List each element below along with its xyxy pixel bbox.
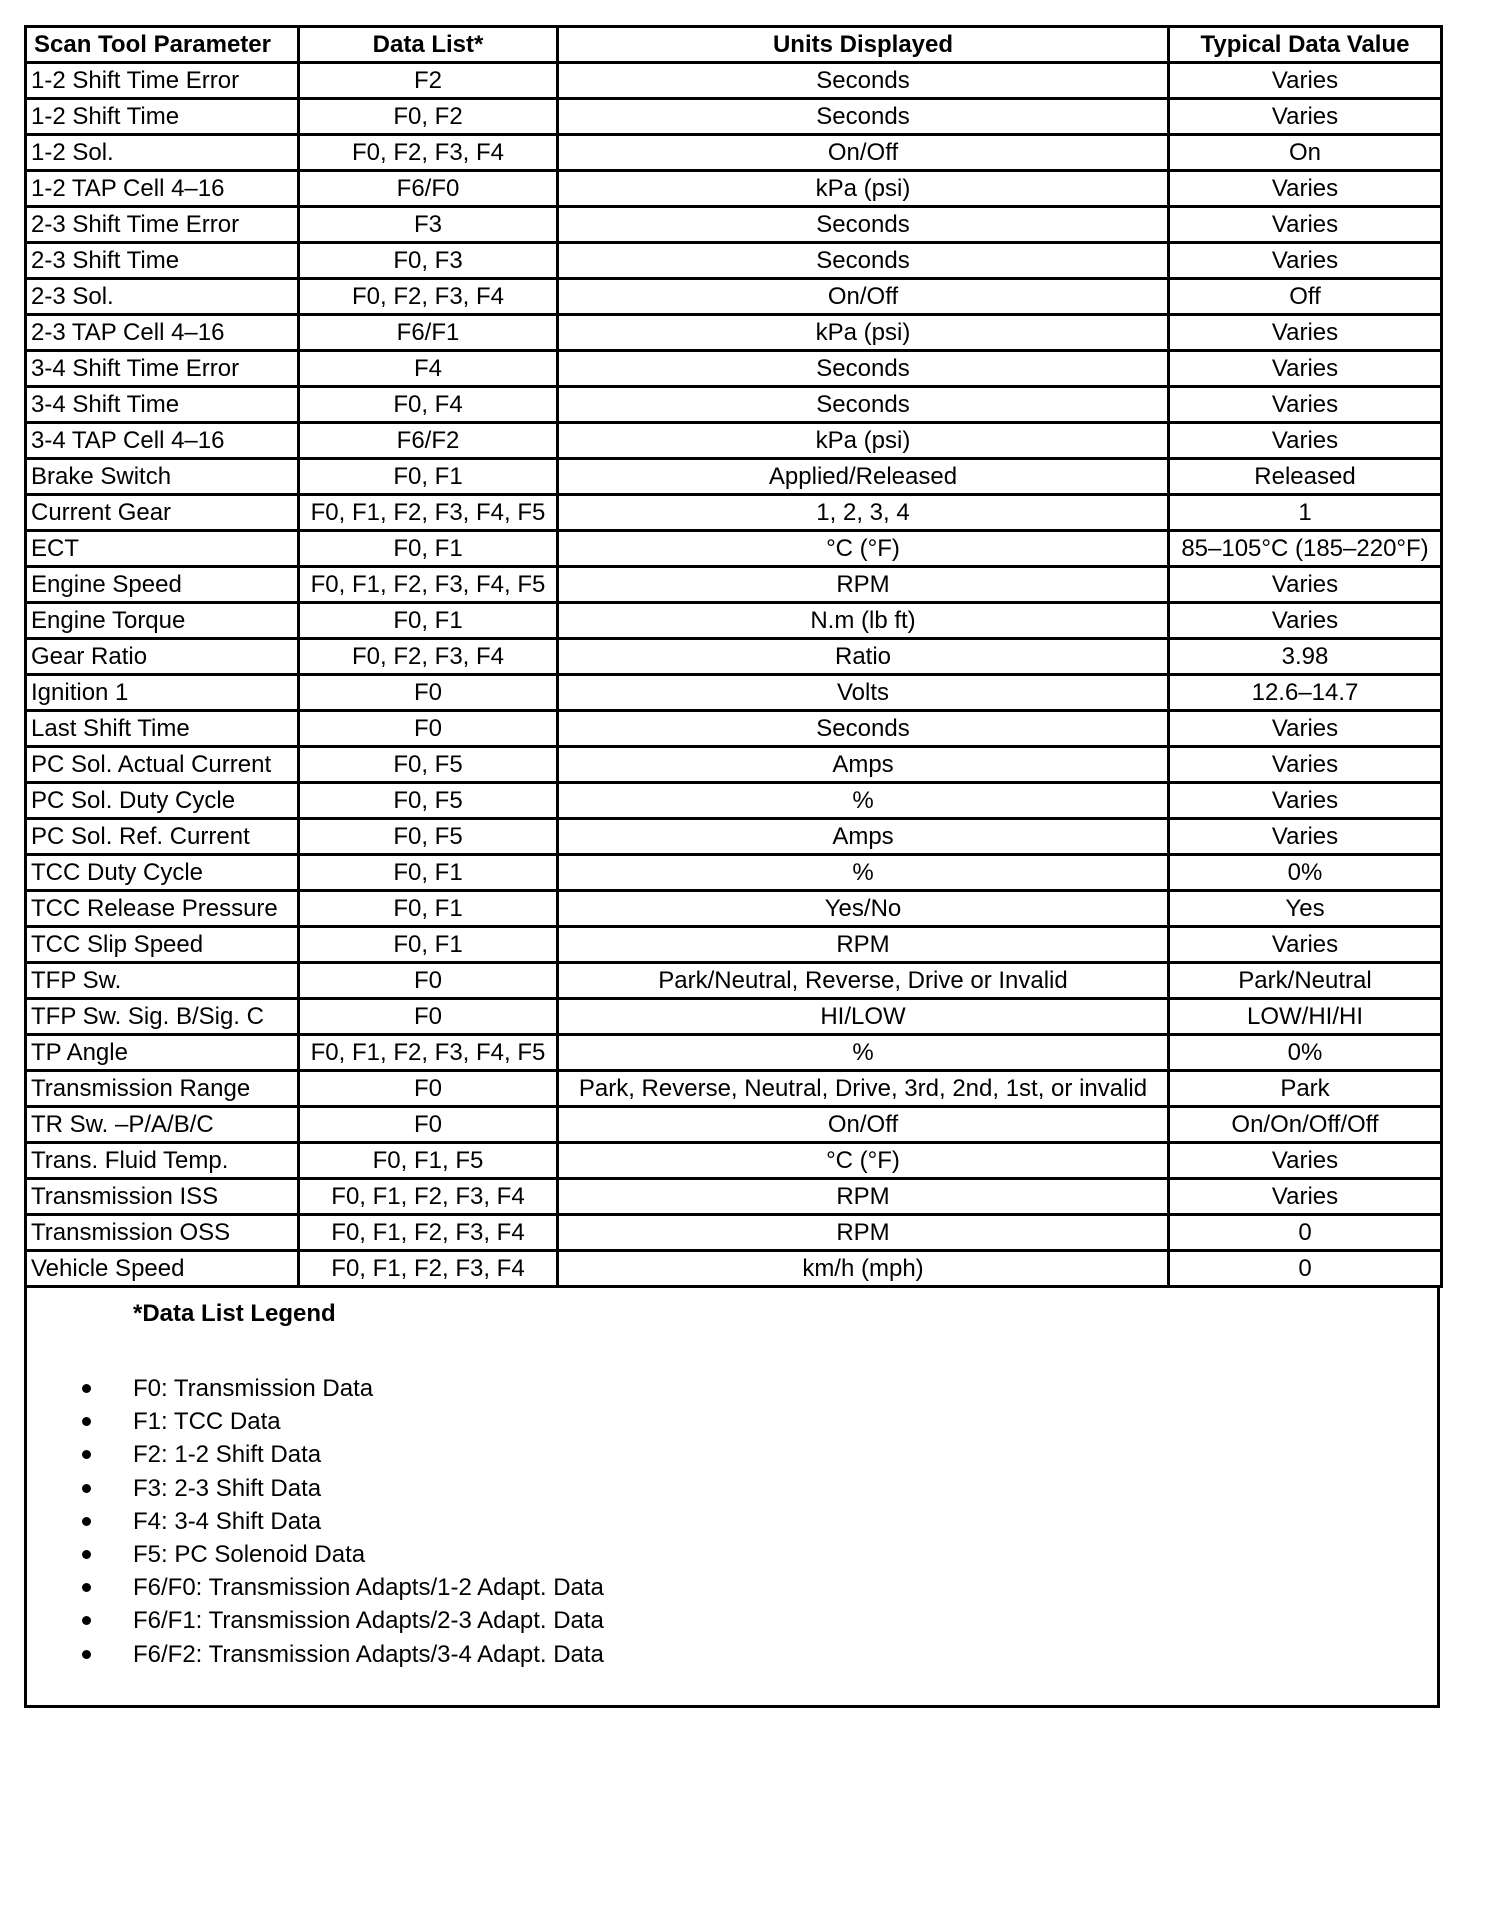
table-row <box>26 207 1442 243</box>
units-cell: Yes/No <box>558 891 1169 927</box>
data-list-cell: F0, F1, F2, F3, F4, F5 <box>299 567 558 603</box>
parameter-cell: Brake Switch <box>26 459 299 495</box>
table-row <box>26 99 1442 135</box>
legend-item <box>27 1505 604 1538</box>
typical-value-cell: Park/Neutral <box>1169 963 1442 999</box>
data-list-cell: F0, F2 <box>299 99 558 135</box>
parameter-cell: 2-3 Shift Time Error <box>26 207 299 243</box>
parameter-cell: 3-4 Shift Time <box>26 387 299 423</box>
data-list-cell: F4 <box>299 351 558 387</box>
data-list-cell: F0, F1, F2, F3, F4 <box>299 1179 558 1215</box>
data-list-cell: F0, F1 <box>299 603 558 639</box>
typical-value-cell: Varies <box>1169 783 1442 819</box>
units-cell: Amps <box>558 747 1169 783</box>
parameter-cell: 1-2 TAP Cell 4–16 <box>26 171 299 207</box>
table-row <box>26 999 1442 1035</box>
bullet-icon <box>82 1517 91 1526</box>
table-row <box>26 711 1442 747</box>
table-row <box>26 135 1442 171</box>
parameter-cell: TFP Sw. Sig. B/Sig. C <box>26 999 299 1035</box>
parameter-cell: Trans. Fluid Temp. <box>26 1143 299 1179</box>
bullet-icon <box>82 1484 91 1493</box>
table-row <box>26 171 1442 207</box>
typical-value-cell: 3.98 <box>1169 639 1442 675</box>
data-list-cell: F0, F1 <box>299 855 558 891</box>
table-row <box>26 351 1442 387</box>
table-row <box>26 63 1442 99</box>
units-cell: kPa (psi) <box>558 171 1169 207</box>
table-header-row <box>26 27 1442 63</box>
units-cell: HI/LOW <box>558 999 1169 1035</box>
parameter-cell: 1-2 Sol. <box>26 135 299 171</box>
typical-value-cell: Varies <box>1169 351 1442 387</box>
units-cell: % <box>558 855 1169 891</box>
units-cell: Seconds <box>558 99 1169 135</box>
units-cell: % <box>558 1035 1169 1071</box>
data-list-cell: F0, F4 <box>299 387 558 423</box>
table-row <box>26 1071 1442 1107</box>
data-list-cell: F0, F1, F2, F3, F4, F5 <box>299 1035 558 1071</box>
units-cell: % <box>558 783 1169 819</box>
data-list-cell: F0, F1 <box>299 531 558 567</box>
units-cell: 1, 2, 3, 4 <box>558 495 1169 531</box>
data-list-cell: F0, F5 <box>299 783 558 819</box>
units-cell: Seconds <box>558 63 1169 99</box>
typical-value-cell: Released <box>1169 459 1442 495</box>
table-row <box>26 315 1442 351</box>
table-row <box>26 675 1442 711</box>
table-row <box>26 891 1442 927</box>
legend-item <box>27 1372 604 1405</box>
units-cell: °C (°F) <box>558 531 1169 567</box>
legend-item <box>27 1472 604 1505</box>
column-header-data-list: Data List* <box>299 27 558 63</box>
data-list-cell: F6/F1 <box>299 315 558 351</box>
data-list-cell: F0 <box>299 1107 558 1143</box>
bullet-icon <box>82 1550 91 1559</box>
parameter-cell: Transmission OSS <box>26 1215 299 1251</box>
parameter-cell: Last Shift Time <box>26 711 299 747</box>
units-cell: Seconds <box>558 243 1169 279</box>
typical-value-cell: On <box>1169 135 1442 171</box>
data-list-cell: F0, F1, F5 <box>299 1143 558 1179</box>
bullet-icon <box>82 1450 91 1459</box>
typical-value-cell: Varies <box>1169 243 1442 279</box>
typical-value-cell: Varies <box>1169 423 1442 459</box>
parameter-cell: 3-4 TAP Cell 4–16 <box>26 423 299 459</box>
table-row <box>26 1251 1442 1287</box>
units-cell: RPM <box>558 1215 1169 1251</box>
column-header-typical-value: Typical Data Value <box>1169 27 1442 63</box>
units-cell: Seconds <box>558 711 1169 747</box>
table-body <box>26 63 1442 1287</box>
parameter-cell: Gear Ratio <box>26 639 299 675</box>
table-row <box>26 495 1442 531</box>
data-list-cell: F0 <box>299 711 558 747</box>
parameter-cell: TP Angle <box>26 1035 299 1071</box>
typical-value-cell: Varies <box>1169 711 1442 747</box>
table-row <box>26 639 1442 675</box>
parameter-cell: TR Sw. –P/A/B/C <box>26 1107 299 1143</box>
parameter-cell: Vehicle Speed <box>26 1251 299 1287</box>
table-row <box>26 387 1442 423</box>
parameter-cell: 2-3 Sol. <box>26 279 299 315</box>
data-list-cell: F3 <box>299 207 558 243</box>
typical-value-cell: Varies <box>1169 603 1442 639</box>
typical-value-cell: 12.6–14.7 <box>1169 675 1442 711</box>
units-cell: Amps <box>558 819 1169 855</box>
column-header-parameter: Scan Tool Parameter <box>26 27 299 63</box>
legend-item-text: F6/F2: Transmission Adapts/3-4 Adapt. Data <box>133 1640 604 1668</box>
bullet-icon <box>82 1417 91 1426</box>
legend-item-text: F0: Transmission Data <box>133 1375 374 1402</box>
table-row <box>26 747 1442 783</box>
data-list-cell: F0, F1 <box>299 927 558 963</box>
units-cell: Ratio <box>558 639 1169 675</box>
legend-item-text: F2: 1-2 Shift Data <box>133 1441 322 1469</box>
table-row <box>26 243 1442 279</box>
typical-value-cell: Varies <box>1169 99 1442 135</box>
legend-title: *Data List Legend <box>133 1300 336 1327</box>
units-cell: km/h (mph) <box>558 1251 1169 1287</box>
bullet-icon <box>82 1616 91 1625</box>
legend-item-text: F1: TCC Data <box>133 1408 281 1436</box>
parameter-cell: ECT <box>26 531 299 567</box>
table-row <box>26 531 1442 567</box>
table-row <box>26 567 1442 603</box>
legend-item-text: F6/F0: Transmission Adapts/1-2 Adapt. Data <box>133 1574 604 1602</box>
typical-value-cell: Varies <box>1169 747 1442 783</box>
units-cell: kPa (psi) <box>558 315 1169 351</box>
data-list-cell: F0, F1, F2, F3, F4 <box>299 1251 558 1287</box>
data-list-cell: F0, F2, F3, F4 <box>299 639 558 675</box>
typical-value-cell: Varies <box>1169 387 1442 423</box>
parameter-cell: TCC Release Pressure <box>26 891 299 927</box>
scan-tool-data-table <box>24 25 1443 1288</box>
legend-item-text: F6/F1: Transmission Adapts/2-3 Adapt. Data <box>133 1607 604 1635</box>
units-cell: Seconds <box>558 207 1169 243</box>
data-list-cell: F6/F0 <box>299 171 558 207</box>
units-cell: Park, Reverse, Neutral, Drive, 3rd, 2nd, 1st, or invalid <box>558 1071 1169 1107</box>
units-cell: N.m (lb ft) <box>558 603 1169 639</box>
typical-value-cell: Varies <box>1169 567 1442 603</box>
table-row <box>26 1035 1442 1071</box>
parameter-cell: 2-3 TAP Cell 4–16 <box>26 315 299 351</box>
parameter-cell: TFP Sw. <box>26 963 299 999</box>
typical-value-cell: Varies <box>1169 819 1442 855</box>
parameter-cell: Engine Speed <box>26 567 299 603</box>
table-row <box>26 819 1442 855</box>
typical-value-cell: 0% <box>1169 1035 1442 1071</box>
legend-list <box>27 1372 604 1671</box>
parameter-cell: TCC Slip Speed <box>26 927 299 963</box>
parameter-cell: PC Sol. Duty Cycle <box>26 783 299 819</box>
table-row <box>26 963 1442 999</box>
typical-value-cell: Varies <box>1169 207 1442 243</box>
units-cell: Volts <box>558 675 1169 711</box>
typical-value-cell: On/On/Off/Off <box>1169 1107 1442 1143</box>
typical-value-cell: 0 <box>1169 1251 1442 1287</box>
data-list-cell: F0, F2, F3, F4 <box>299 135 558 171</box>
data-list-cell: F0, F1, F2, F3, F4 <box>299 1215 558 1251</box>
typical-value-cell: Off <box>1169 279 1442 315</box>
table-row <box>26 603 1442 639</box>
table-row <box>26 1143 1442 1179</box>
typical-value-cell: Varies <box>1169 927 1442 963</box>
parameter-cell: 3-4 Shift Time Error <box>26 351 299 387</box>
data-list-cell: F0 <box>299 675 558 711</box>
units-cell: Park/Neutral, Reverse, Drive or Invalid <box>558 963 1169 999</box>
data-list-cell: F2 <box>299 63 558 99</box>
typical-value-cell: 0 <box>1169 1215 1442 1251</box>
legend-item <box>27 1438 604 1471</box>
data-list-cell: F0, F5 <box>299 747 558 783</box>
units-cell: kPa (psi) <box>558 423 1169 459</box>
legend-item <box>27 1638 604 1671</box>
typical-value-cell: Varies <box>1169 1179 1442 1215</box>
units-cell: Seconds <box>558 387 1169 423</box>
typical-value-cell: 0% <box>1169 855 1442 891</box>
table-row <box>26 423 1442 459</box>
parameter-cell: 2-3 Shift Time <box>26 243 299 279</box>
parameter-cell: Ignition 1 <box>26 675 299 711</box>
typical-value-cell: Varies <box>1169 1143 1442 1179</box>
parameter-cell: Transmission Range <box>26 1071 299 1107</box>
legend-item-text: F5: PC Solenoid Data <box>133 1540 366 1568</box>
bullet-icon <box>82 1384 91 1393</box>
parameter-cell: 1-2 Shift Time <box>26 99 299 135</box>
data-list-cell: F0, F1, F2, F3, F4, F5 <box>299 495 558 531</box>
data-list-cell: F0 <box>299 999 558 1035</box>
units-cell: RPM <box>558 1179 1169 1215</box>
data-list-cell: F0, F1 <box>299 891 558 927</box>
data-list-cell: F0 <box>299 963 558 999</box>
units-cell: On/Off <box>558 1107 1169 1143</box>
table-row <box>26 279 1442 315</box>
legend-item-text: F3: 2-3 Shift Data <box>133 1474 322 1502</box>
units-cell: On/Off <box>558 135 1169 171</box>
table-row <box>26 783 1442 819</box>
document-page <box>24 25 1440 1708</box>
legend-item <box>27 1538 604 1571</box>
data-list-legend <box>24 1288 1440 1708</box>
legend-item <box>27 1405 604 1438</box>
typical-value-cell: Yes <box>1169 891 1442 927</box>
legend-item <box>27 1571 604 1604</box>
table-row <box>26 1107 1442 1143</box>
table-row <box>26 855 1442 891</box>
typical-value-cell: LOW/HI/HI <box>1169 999 1442 1035</box>
typical-value-cell: Varies <box>1169 315 1442 351</box>
parameter-cell: 1-2 Shift Time Error <box>26 63 299 99</box>
data-list-cell: F0, F2, F3, F4 <box>299 279 558 315</box>
data-list-cell: F0 <box>299 1071 558 1107</box>
typical-value-cell: Varies <box>1169 63 1442 99</box>
parameter-cell: PC Sol. Ref. Current <box>26 819 299 855</box>
typical-value-cell: 85–105°C (185–220°F) <box>1169 531 1442 567</box>
typical-value-cell: Park <box>1169 1071 1442 1107</box>
table-row <box>26 459 1442 495</box>
legend-item-text: F4: 3-4 Shift Data <box>133 1507 322 1535</box>
data-list-cell: F0, F1 <box>299 459 558 495</box>
units-cell: RPM <box>558 927 1169 963</box>
units-cell: Seconds <box>558 351 1169 387</box>
table-row <box>26 927 1442 963</box>
bullet-icon <box>82 1583 91 1592</box>
parameter-cell: PC Sol. Actual Current <box>26 747 299 783</box>
legend-item <box>27 1604 604 1637</box>
units-cell: RPM <box>558 567 1169 603</box>
data-list-cell: F6/F2 <box>299 423 558 459</box>
parameter-cell: Current Gear <box>26 495 299 531</box>
units-cell: On/Off <box>558 279 1169 315</box>
table-row <box>26 1215 1442 1251</box>
parameter-cell: TCC Duty Cycle <box>26 855 299 891</box>
data-list-cell: F0, F3 <box>299 243 558 279</box>
typical-value-cell: 1 <box>1169 495 1442 531</box>
table-row <box>26 1179 1442 1215</box>
parameter-cell: Engine Torque <box>26 603 299 639</box>
units-cell: Applied/Released <box>558 459 1169 495</box>
data-list-cell: F0, F5 <box>299 819 558 855</box>
parameter-cell: Transmission ISS <box>26 1179 299 1215</box>
units-cell: °C (°F) <box>558 1143 1169 1179</box>
typical-value-cell: Varies <box>1169 171 1442 207</box>
column-header-units: Units Displayed <box>558 27 1169 63</box>
bullet-icon <box>82 1650 91 1659</box>
